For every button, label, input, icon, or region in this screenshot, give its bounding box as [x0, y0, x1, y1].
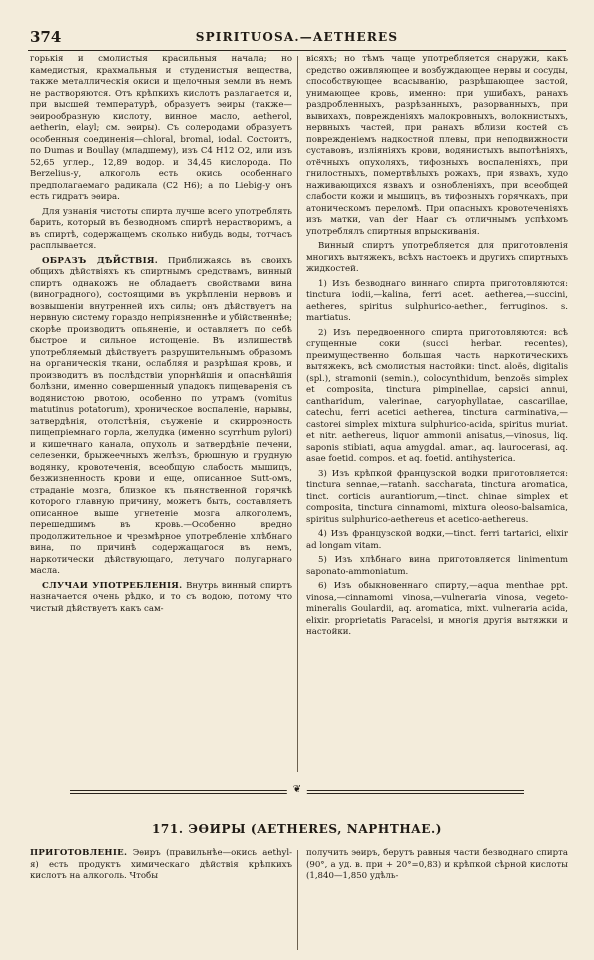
- section-right-column: [306, 848, 568, 953]
- section-heading: СЛУЧАИ УПОТРЕБЛЕНІЯ.: [42, 580, 183, 591]
- column-separator: [297, 56, 298, 772]
- paragraph: вісяхъ; но тѣмъ чаще употребляется снаружи, какъ средство оживляющее и возбуждающее нервы и сосуды, способствующее всасыванію, разрѣшающее застой, унимающее кровь, именно: при ушибахъ, ранахъ раздробленныхъ, разрѣзанныхъ, разорванныхъ, при вывихахъ, поврежденіяхъ малокровныхъ, волокнистыхъ, нервныхъ частей, при ранахъ вблизи костей съ поврежденіемъ надкостной плевы, при неподвижности суставовъ, изліяніяхъ крови, водянистыхъ выпотѣніяхъ, отёчныхъ опухоляхъ, тифозныхъ воспаленіяхъ, при гнилостныхъ, помертвѣлыхъ рожахъ, при язвахъ, худо наживающихся язвахъ и ознобленіяхъ, при всеобщей слабости кожи и мышицъ, въ тифозныхъ горячкахъ, при атоническомъ переломѣ. При опасныхъ кровотеченіяхъ изъ матки, van der Haar съ отличнымъ успѣхомъ употреблялъ спиртныя впрыскиванія.: [306, 54, 568, 237]
- paragraph: [30, 256, 292, 578]
- running-title: SPIRITUOSA.—AETHERES: [195, 30, 399, 44]
- section-title: 171. ЭѲИРЫ (AETHERES, NAPHTHAE.): [151, 822, 443, 836]
- paragraph-text: Приближаясь въ своихъ общихъ дѣйствіяхъ къ спиртнымъ средствамъ, винный спиртъ однакожъ не обладаетъ свойствами вина (виноградного), состоящими въ укрѣпленіи нервовъ и возвышеніи внутренней ихъ силы; онъ дѣйствуетъ на нервную систему гораздо непріязненнѣе и убійственнѣе; скорѣе производитъ опьяненіе, и оставляетъ по себѣ быстрое и сильное истощеніе. Въ излишествѣ употребляемый дѣйствуетъ разрушительнымъ образомъ на органическія ткани, ослабляя и разрѣшая кровь, и производитъ въ послѣдствіи упорнѣйшія и опаснѣйшія болѣзни, именно совершенный упадокъ пищеваренія съ водянистою рвотою, особенно по утрамъ (vomitus matutinus potatorum), хроническое воспаленіе, нарывы, затвердѣнія, отолстѣнія, съуженіе и скирроэность пищепріемнаго горла, желудка (именно scyrrhum pylori) и кишечнаго канала, опухоль и затвердѣніе печени, селезенки, брыжеечныхъ желѣзъ, брюшную и грудную водянку, кровотеченія, всеобщую слабость мышицъ, безжизненность крови и еще, описанное Sutt-омъ, страданіе мозга, близкое къ пьянственной горячкѣ которого главную причину, можетъ быть, составляетъ описанное выше угнетеніе мозга алкоголемъ, перешедшимъ въ кровь.—Особенно вредно продолжительное и чрезмѣрное употребленіе хлѣбнаго вина, по причинѣ содержащагося въ немъ, наркотически дѣйствующаго, летучаго полугарнаго масла.: [30, 255, 292, 576]
- list-item: 4) Изъ французской водки,—tinct. ferri tartarici, elixir ad longam vitam.: [306, 529, 568, 551]
- ornament-icon: ❦: [287, 784, 307, 795]
- page-header: [28, 28, 566, 51]
- list-item: 5) Изъ хлѣбнаго вина приготовляется linimentum saponato-ammoniatum.: [306, 555, 568, 577]
- list-item: 6) Изъ обыкновеннаго спирту,—aqua menthae ppt. vinosa,—cinnamomi vinosa,—vulneraria vinosa, vegeto-mineralis Goulardii, aq. aromatica, mixt. vulneraria acida, elixir. proprietatis Paracelsi, и многія другія вытяжки и настойки.: [306, 581, 568, 637]
- section-heading: ПРИГОТОВЛЕНІЕ.: [30, 848, 128, 858]
- right-column: [306, 54, 568, 774]
- paragraph-text: Внутрь винный спиртъ назначается очень рѣдко, и то съ водою, потому что чистый дѣйствуетъ какъ сам-: [30, 580, 292, 614]
- list-item: 2) Изъ передвоенного спирта приготовляются: всѣ сгущенные соки (succi herbar. recentes), преимущественно большая часть наркотическихъ вытяжекъ, всѣ смолистыя настойки: tinct. aloës, digitalis (spl.), stramonii (semin.), colocynthidum, benzoës simplex et composita, tinctura pimpinellae, capsici annui, cantharidum, valerinae, caryophyllatae, cascarillae, catechu, ferri acetici aetherea, tinctura carminativa,—castorei simplex mixtura sulphurico-acida, spiritus muriat. et nitr. aethereus, liquor ammonii anisatus,—vinosus, liq. saponis stibiati, aqua amygdal. amar., aq. laurocerasi, aq. asae foetid. compos. et aq. foetid. antihysterica.: [306, 327, 568, 464]
- left-column: [30, 54, 292, 774]
- column-separator: [297, 850, 298, 950]
- paragraph: получить эѳиръ, берутъ равныя части безводнаго спирта (90°, а уд. в. при + 20°=0,83) и крѣпкой сѣрной кислоты (1,840—1,850 удѣль-: [306, 848, 568, 881]
- ornamental-divider: [70, 784, 524, 795]
- section-heading: ОБРАЗЪ ДѢЙСТВІЯ.: [42, 255, 159, 266]
- paragraph: Для узнанія чистоты спирта лучше всего употреблять барить, который въ безводномъ спиртѣ нерастворимъ, а въ спиртѣ, содержащемъ сколько нибудь воды, тотчасъ расплывается.: [30, 206, 292, 251]
- paragraph: [30, 581, 292, 616]
- paragraph: [30, 848, 292, 883]
- paragraph: Винный спиртъ употребляется для приготовленія многихъ вытяжекъ, всѣхъ настоекъ и другихъ спиртныхъ жидкостей.: [306, 241, 568, 274]
- page-number: 374: [30, 28, 62, 46]
- paragraph: горькія и смолистыя красильныя начала; но камедистыя, крахмальныя и студенистыя вещества, также металлическія окиси и щелочныя земли въ немъ не растворяются. Отъ крѣпкихъ кислотъ разлагается и, при высшей температурѣ, образуетъ эѳиры (также—эѳирообразную кислоту, винное масло, aetherol, aetherin, elayl; см. эѳиры). Съ солеродами образуетъ особенныя соединенія—chloral, bromal, iodal. Состоитъ, по Dumas и Boullay (младшему), изъ C4 H12 O2, или изъ 52,65 углер., 12,89 водор. и 34,45 кислорода. По Berzelius-у, алкоголь есть окись особеннаго предполагаемаго радикала (C2 H6); а по Liebig-у онъ есть гидратъ эѳира.: [30, 54, 292, 202]
- section-left-column: [30, 848, 292, 953]
- list-item: 3) Изъ крѣпкой французской водки приготовляется: tinctura sennae,—ratanh. saccharata, tinctura aromatica, tinct. corticis aurantiorum,—tinct. chinae simplex et composita, tinctura cinnamomi, mixtura oleoso-balsamica, spiritus sulphurico-aethereus et acetico-aethereus.: [306, 468, 568, 525]
- list-item: 1) Изъ безводнаго виннаго спирта приготовляются: tinctura iodii,—kalina, ferri acet. aetherea,—succini, aetheres, spiritus sulphurico-aether., ferruginos. s. martiatus.: [306, 278, 568, 323]
- paragraph-text: Эѳиръ (правильнѣе—окись aethyl-я) есть продуктъ химическаго дѣйствія крѣпкихъ кислотъ на алкоголь. Чтобы: [30, 848, 292, 881]
